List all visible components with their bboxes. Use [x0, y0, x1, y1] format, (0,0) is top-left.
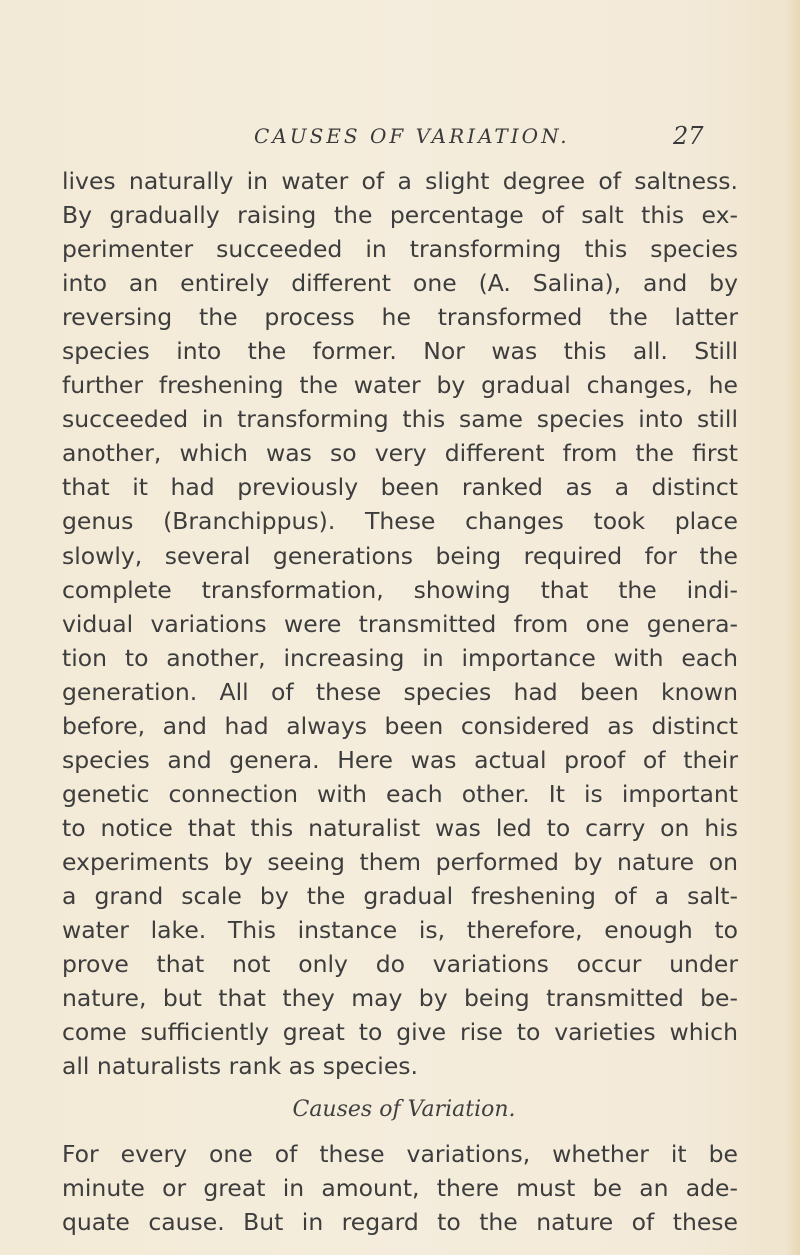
running-head-title: CAUSES OF VARIATION. — [254, 124, 570, 148]
running-head — [0, 118, 800, 158]
text-line: For every one of these variations, whether it be — [62, 1140, 738, 1169]
text-line: species and genera. Here was actual proof of their — [62, 745, 738, 774]
text-line: water lake. This instance is, therefore, enough to — [62, 916, 738, 945]
paragraph-1 — [62, 164, 738, 1083]
text-line: nature, but that they may by being transmitted be- — [62, 984, 738, 1013]
text-line: slowly, several generations being required for the — [62, 541, 738, 570]
text-line: reversing the process he transformed the latter — [62, 303, 738, 332]
text-line: vidual variations were transmitted from one genera- — [62, 609, 738, 638]
text-line: a grand scale by the gradual freshening of a salt- — [62, 881, 738, 910]
text-line: into an entirely different one (A. Salina), and by — [62, 269, 738, 298]
text-line: come sufficiently great to give rise to varieties which — [62, 1018, 738, 1047]
text-line: perimenter succeeded in transforming this species — [62, 235, 738, 264]
text-line: all naturalists rank as species. — [62, 1052, 419, 1081]
text-line: that it had previously been ranked as a distinct — [62, 473, 738, 502]
text-line: By gradually raising the percentage of salt this ex- — [62, 201, 738, 230]
text-line: before, and had always been considered as distinct — [62, 711, 738, 740]
paragraph-2 — [62, 1137, 738, 1239]
text-line: generation. All of these species had been known — [62, 677, 738, 706]
text-line: to notice that this naturalist was led to carry on his — [62, 813, 738, 842]
text-line: lives naturally in water of a slight degree of saltness. — [62, 167, 738, 195]
text-line: genetic connection with each other. It is important — [62, 779, 738, 808]
section-heading: Causes of Variation. — [292, 1097, 516, 1123]
text-line: species into the former. Nor was this all. Still — [62, 337, 738, 366]
page-edge-shadow — [786, 0, 800, 1255]
text-line: succeeded in transforming this same species into still — [62, 405, 738, 434]
text-line: quate cause. But in regard to the nature of these — [62, 1208, 738, 1237]
text-line: prove that not only do variations occur under — [62, 950, 738, 979]
page-number: 27 — [673, 122, 704, 150]
text-line: genus (Branchippus). These changes took place — [62, 507, 738, 536]
text-line: experiments by seeing them performed by nature on — [62, 847, 738, 876]
text-line: further freshening the water by gradual changes, he — [62, 371, 738, 400]
text-line: another, which was so very different from the first — [62, 439, 738, 468]
text-line: minute or great in amount, there must be an ade- — [62, 1174, 738, 1203]
body-text — [62, 164, 738, 1239]
text-line: complete transformation, showing that the indi- — [62, 575, 738, 604]
text-line: tion to another, increasing in importance with each — [62, 643, 738, 672]
